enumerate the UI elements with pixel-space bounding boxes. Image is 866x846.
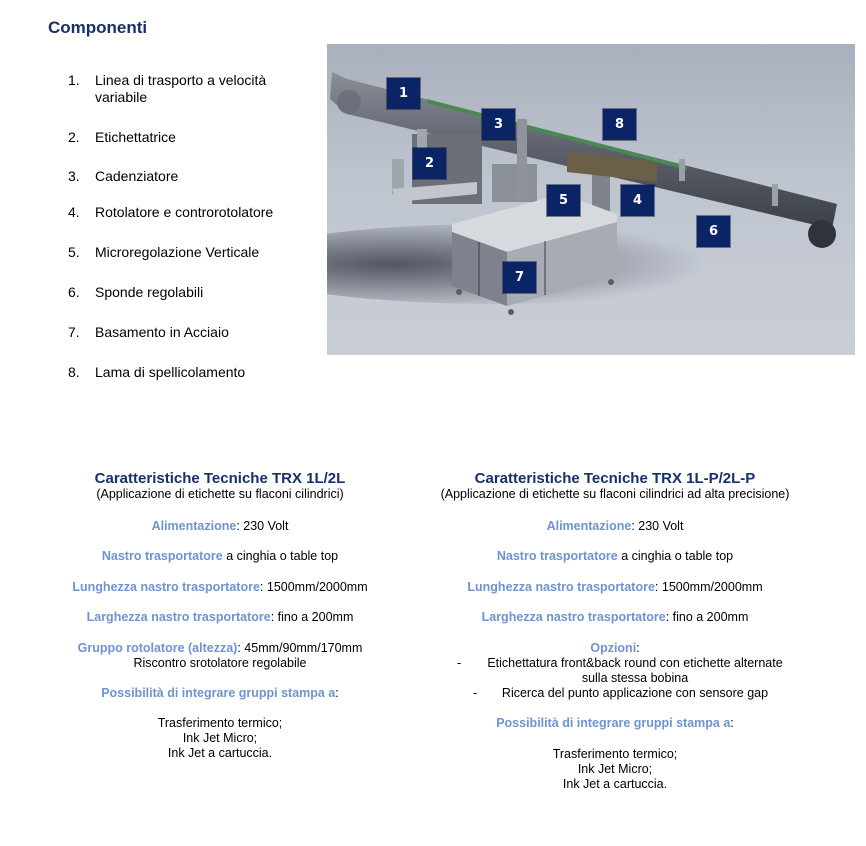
item-label: Basamento in Acciaio — [95, 324, 229, 340]
spec-value: : fino a 200mm — [270, 610, 354, 624]
item-label: Etichettatrice — [95, 129, 176, 145]
item-number: 3. — [68, 168, 80, 184]
spec-title: Caratteristiche Tecniche TRX 1L/2L — [94, 470, 346, 487]
spec-lunghezza — [415, 580, 815, 595]
bullet-dash: - — [473, 686, 478, 700]
item-label: Lama di spellicolamento — [95, 364, 246, 380]
marker-1: 1 — [387, 78, 420, 109]
spec-label: Lunghezza nastro trasportatore — [467, 580, 655, 594]
item-label: Rotolatore e controrotolatore — [95, 204, 274, 220]
item-number: 2. — [68, 129, 80, 145]
spec-subtitle: (Applicazione di etichette su flaconi cilindrici ad alta precisione) — [440, 487, 790, 501]
spec-larghezza — [415, 610, 815, 625]
spec-nastro — [40, 549, 400, 564]
machine-figure — [327, 44, 855, 355]
base-foot — [608, 279, 614, 285]
spec-alimentazione — [40, 519, 400, 534]
spec-value: : fino a 200mm — [665, 610, 749, 624]
spec-value: : 1500mm/2000mm — [654, 580, 763, 594]
marker-4: 4 — [621, 185, 654, 216]
item-number: 5. — [68, 244, 80, 260]
option-item — [415, 656, 815, 686]
spec-gruppo — [40, 641, 400, 656]
marker-5: 5 — [547, 185, 580, 216]
spec-value: : — [636, 641, 640, 655]
option-item — [415, 686, 815, 701]
marker-8: 8 — [603, 109, 636, 140]
stampa-item: Ink Jet a cartuccia. — [562, 777, 668, 791]
item-number: 8. — [68, 364, 80, 380]
marker-7: 7 — [503, 262, 536, 293]
spec-label: Nastro trasportatore — [496, 549, 618, 563]
item-label: Linea di trasporto a velocità variabile — [95, 72, 267, 105]
item-label: Cadenziatore — [95, 168, 179, 184]
marker-3: 3 — [482, 109, 515, 140]
base-foot — [508, 309, 514, 315]
item-label: Sponde regolabili — [95, 284, 204, 300]
spec-opzioni — [415, 641, 815, 656]
item-number: 1. — [68, 72, 80, 88]
guide-post — [772, 184, 778, 206]
spec-alimentazione — [415, 519, 815, 534]
spec-column-right — [415, 470, 815, 791]
spec-value: : 230 Volt — [236, 519, 289, 533]
spec-value: : 230 Volt — [631, 519, 684, 533]
spec-label: Lunghezza nastro trasportatore — [72, 580, 260, 594]
bullet-dash: - — [457, 656, 462, 670]
item-number: 6. — [68, 284, 80, 300]
spec-label: Alimentazione — [151, 519, 237, 533]
item-number: 7. — [68, 324, 80, 340]
item-label: Microregolazione Verticale — [95, 244, 260, 260]
spec-riscontro: Riscontro srotolatore regolabile — [133, 656, 307, 670]
spec-value: : — [335, 686, 339, 700]
conveyor-end-right — [808, 220, 836, 248]
guide-post — [679, 159, 685, 181]
marker-6: 6 — [697, 216, 730, 247]
option-text-cont: sulla stessa bobina — [581, 671, 689, 685]
spec-stampa — [40, 686, 400, 701]
spec-label: Possibilità di integrare gruppi stampa a — [101, 686, 336, 700]
conveyor-end-left — [337, 90, 361, 114]
spec-label: Larghezza nastro trasportatore — [481, 610, 666, 624]
spec-value: a cinghia o table top — [617, 549, 734, 563]
stampa-item: Ink Jet a cartuccia. — [167, 746, 273, 760]
marker-2: 2 — [413, 148, 446, 179]
section-title: Componenti — [48, 18, 148, 37]
spec-label: Gruppo rotolatore (altezza) — [77, 641, 238, 655]
option-text: Ricerca del punto applicazione con sensore gap — [501, 686, 769, 700]
spec-label: Alimentazione — [546, 519, 632, 533]
vertical-column — [517, 119, 527, 199]
spec-nastro — [415, 549, 815, 564]
spec-value: a cinghia o table top — [222, 549, 339, 563]
base-foot — [456, 289, 462, 295]
spec-lunghezza — [40, 580, 400, 595]
cadence-unit — [492, 164, 537, 202]
spec-label: Nastro trasportatore — [101, 549, 223, 563]
stampa-item: Ink Jet Micro; — [182, 731, 258, 745]
item-number: 4. — [68, 204, 80, 220]
spec-label: Larghezza nastro trasportatore — [86, 610, 271, 624]
stampa-item: Trasferimento termico; — [157, 716, 283, 730]
spec-value: : — [730, 716, 734, 730]
spec-subtitle: (Applicazione di etichette su flaconi cilindrici) — [96, 487, 344, 501]
spec-value: : 1500mm/2000mm — [259, 580, 368, 594]
option-text: Etichettatura front&back round con etichette alternate — [487, 656, 783, 670]
stampa-item: Trasferimento termico; — [552, 747, 678, 761]
spec-value: : 45mm/90mm/170mm — [237, 641, 363, 655]
spec-label: Opzioni — [590, 641, 637, 655]
spec-label: Possibilità di integrare gruppi stampa a — [496, 716, 731, 730]
spec-larghezza — [40, 610, 400, 625]
stampa-item: Ink Jet Micro; — [577, 762, 653, 776]
spec-stampa — [415, 716, 815, 731]
spec-title: Caratteristiche Tecniche TRX 1L-P/2L-P — [474, 470, 756, 487]
spec-column-left — [40, 470, 400, 760]
